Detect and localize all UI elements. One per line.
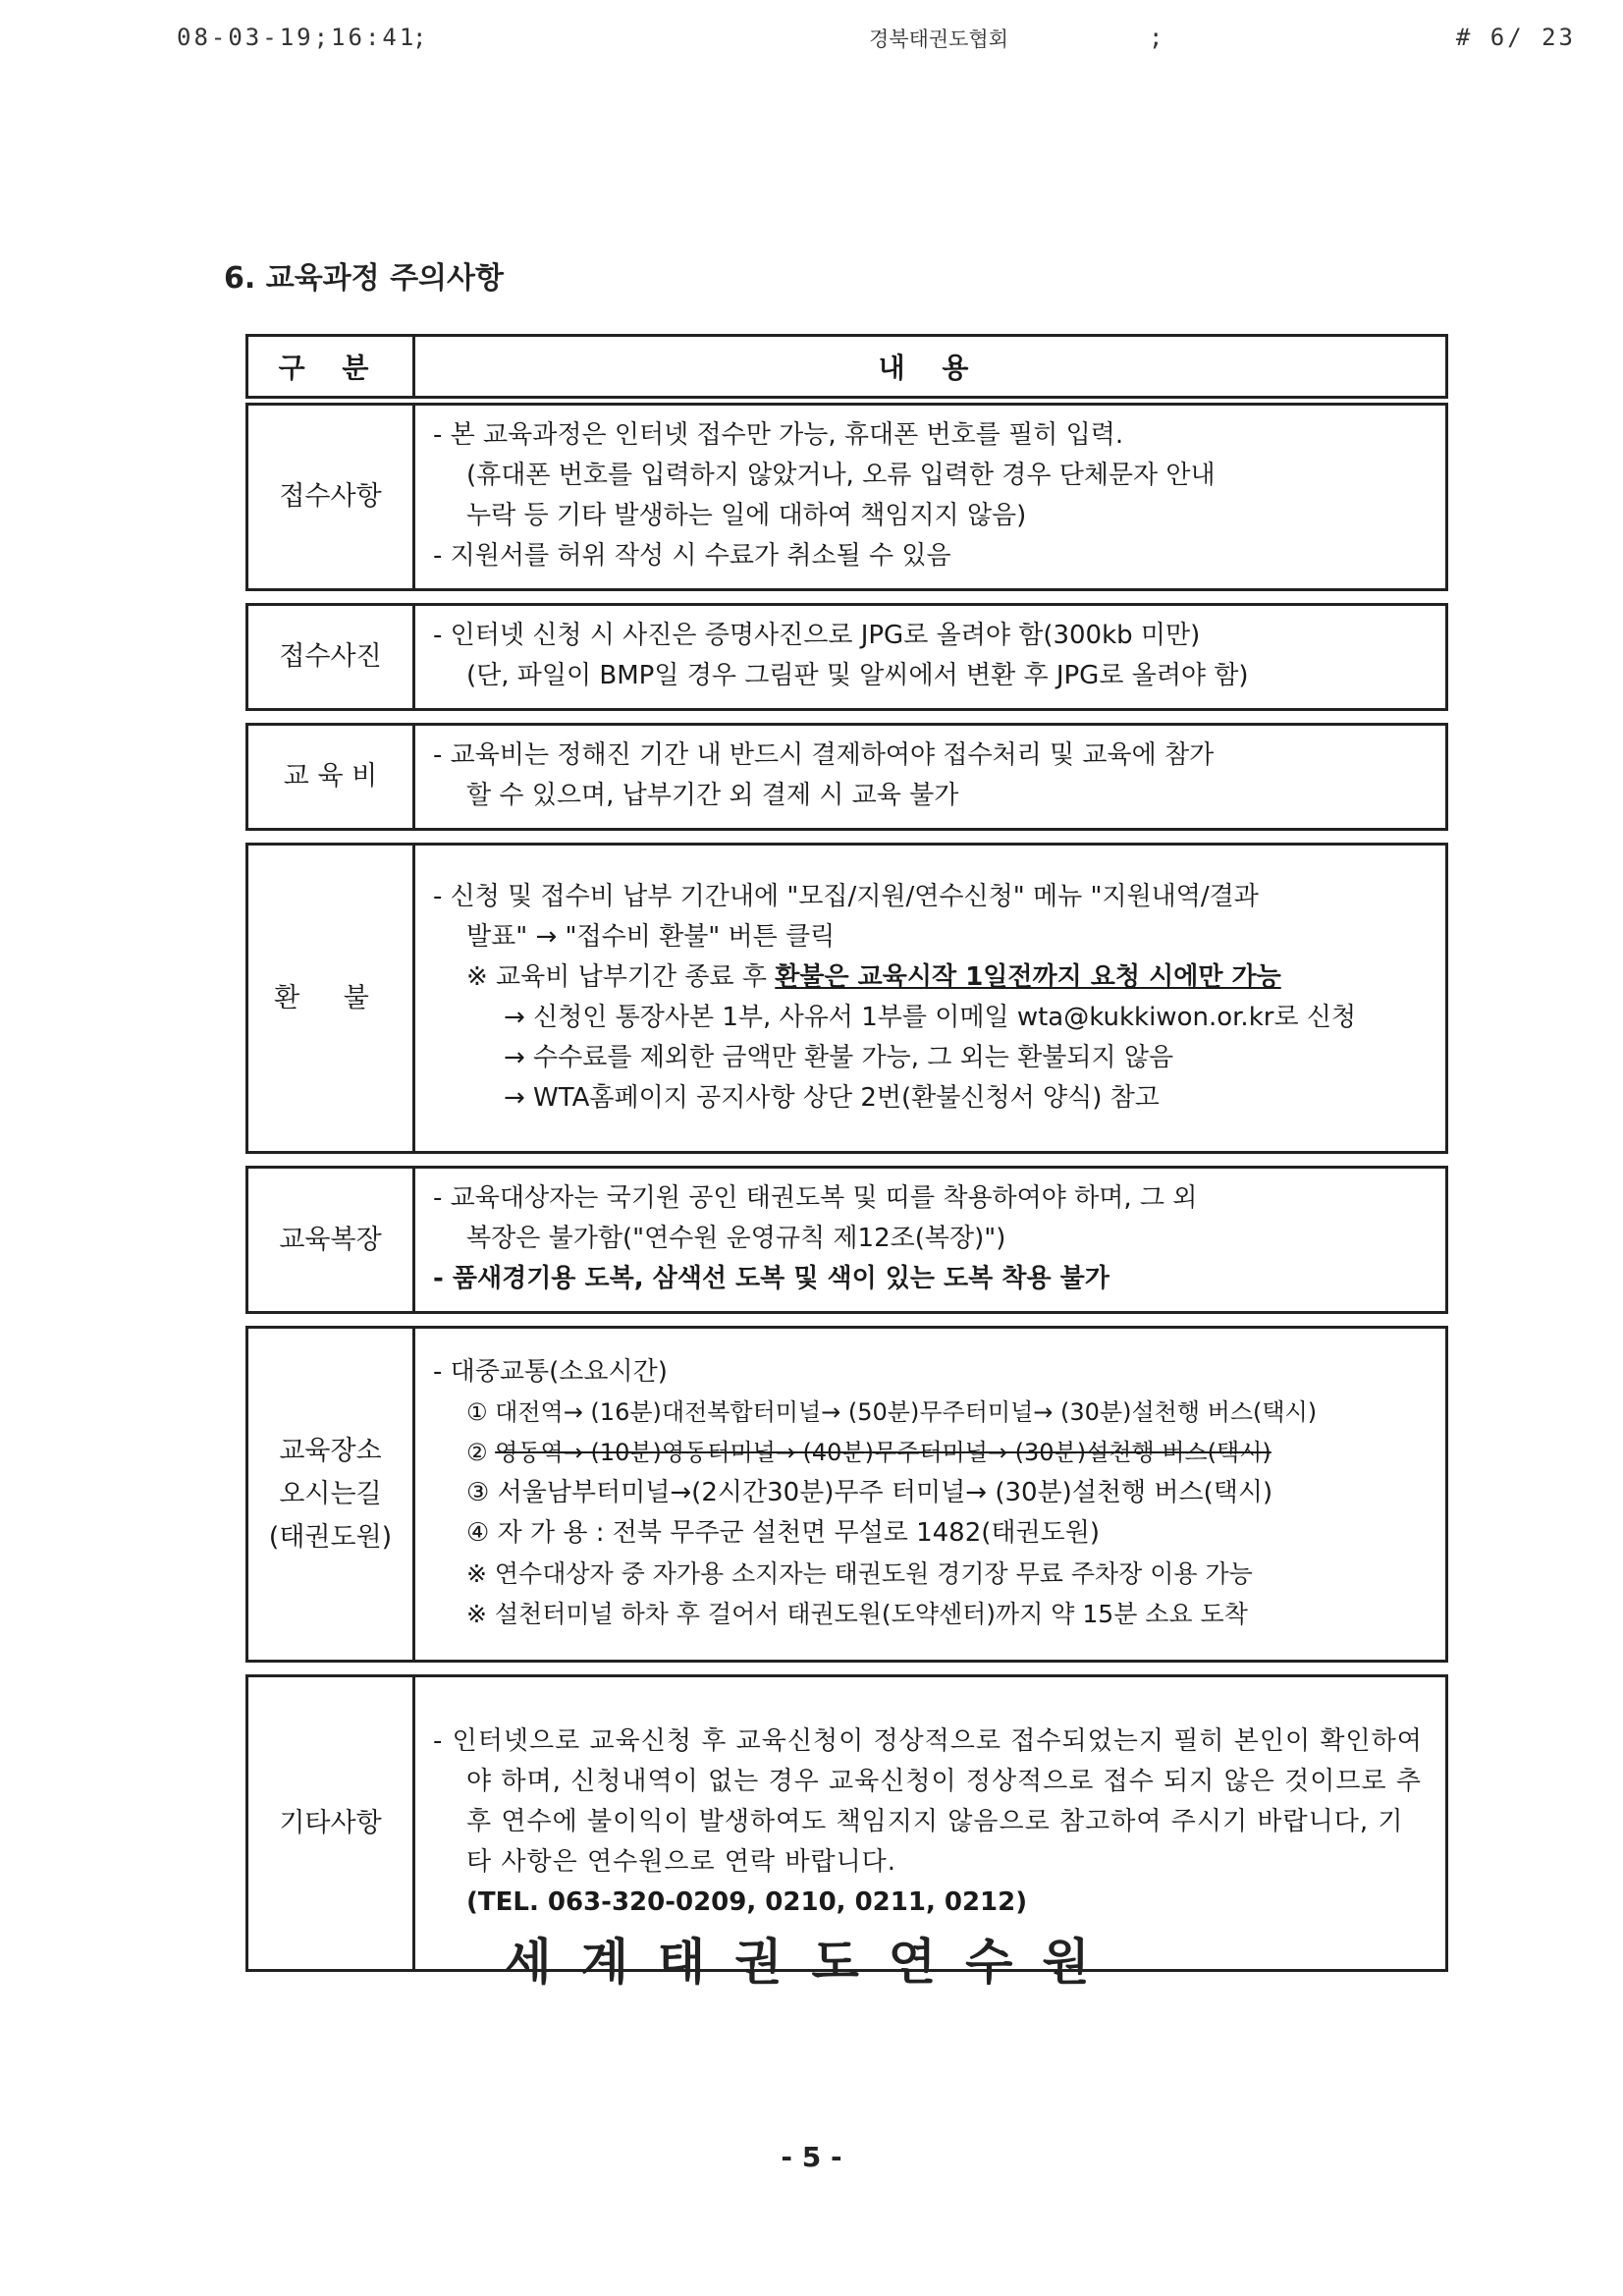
content-text: ② [466,1439,496,1466]
refund-deadline-emphasis: 환불은 교육시작 1일전까지 요청 시에만 가능 [775,961,1281,992]
content-line: ※ 설천터미널 하차 후 걸어서 태권도원(도약센터)까지 약 15분 소요 도착 [466,1600,1248,1628]
content-line: 할 수 있으며, 납부기간 외 결제 시 교육 불가 [466,781,959,810]
header-content: 내 용 [414,336,1447,398]
fax-separator: ; [412,24,430,51]
content-text: ※ 교육비 납부기간 종료 후 [466,961,776,992]
content-line: → 신청인 통장사본 1부, 사유서 1부를 이메일 wta@kukkiwon.or.kr로 신청 [504,1002,1357,1032]
content-line: - 지원서를 허위 작성 시 수료가 취소될 수 있음 [433,541,951,571]
table-row-reception [247,405,1447,590]
content-line: 복장은 불가함("연수원 운영규칙 제12조(복장)") [466,1224,1006,1253]
content-line [433,957,1424,998]
table-header-row [247,336,1447,398]
struck-route: 영동역→ (10분)영동터미널→ (40분)무주터미널→ (30분)설천행 버스(택시) [495,1439,1271,1466]
content-line: ④ 자 가 용 : 전북 무주군 설천면 무설로 1482(태권도원) [466,1518,1100,1548]
category-cell [247,1328,414,1662]
content-cell [414,1328,1447,1662]
fax-datetime: 08-03-19;16:41 [177,24,417,51]
category-cell: 교육복장 [247,1168,414,1313]
content-cell [414,845,1447,1153]
table-row-uniform [247,1168,1447,1313]
content-line: - 본 교육과정은 인터넷 접수만 가능, 휴대폰 번호를 필히 입력. [433,420,1124,450]
category-label: 환 불 [274,982,387,1013]
content-line: → 수수료를 제외한 금액만 환불 가능, 그 외는 환불되지 않음 [504,1042,1174,1072]
contact-phone: (TEL. 063-320-0209, 0210, 0211, 0212) [466,1887,1028,1917]
content-line: - 교육대상자는 국기원 공인 태권도복 및 띠를 착용하여야 하며, 그 외 [433,1183,1198,1213]
header-category: 구 분 [247,336,414,398]
category-label: (태권도원) [268,1521,393,1553]
content-line: → WTA홈페이지 공지사항 상단 2번(환불신청서 양식) 참고 [504,1082,1160,1113]
content-line: 발표" → "접수비 환불" 버튼 클릭 [466,921,836,952]
table-row-fee [247,725,1447,830]
category-cell [247,845,414,1153]
content-line: - 교육비는 정해진 기간 내 반드시 결제하여야 접수처리 및 교육에 참가 [433,740,1215,770]
fax-page-count: # 6/ 23 [1455,24,1576,51]
content-cell [414,605,1447,710]
content-line: - 품새경기용 도복, 삼색선 도복 및 색이 있는 도복 착용 불가 [433,1264,1109,1293]
table-row-refund [247,845,1447,1153]
fax-header [0,24,1623,63]
section-title: 6. 교육과정 주의사항 [224,261,504,296]
content-line: ③ 서울남부터미널→(2시간30분)무주 터미널→ (30분)설천행 버스(택시) [466,1478,1273,1507]
content-line: - 인터넷 신청 시 사진은 증명사진으로 JPG로 올려야 함(300kb 미만) [433,621,1201,650]
content-line: - 대중교통(소요시간) [433,1357,668,1387]
content-cell [414,725,1447,830]
category-cell: 기타사항 [247,1676,414,1971]
content-line: - 신청 및 접수비 납부 기간내에 "모집/지원/연수신청" 메뉴 "지원내역/결과 [433,881,1259,911]
content-line [433,1433,1424,1473]
content-paragraph: - 인터넷으로 교육신청 후 교육신청이 정상적으로 접수되었는지 필히 본인이 확인하여야 하며, 신청내역이 없는 경우 교육신청이 정상적으로 접수 되지 않은 것이므로 추후 연수에 불이익이 발생하여도 책임지지 않음으로 참고하여 주시기 바랍니다, 기타 사항은 연수원으로 연락 바랍니다. [433,1726,1423,1877]
notes-table [245,334,1448,1972]
content-line: ① 대전역→ (16분)대전복합터미널→ (50분)무주터미널→ (30분)설천행 버스(택시) [466,1398,1318,1426]
content-cell [414,405,1447,590]
category-label: 교육장소 [279,1435,382,1466]
category-cell: 접수사항 [247,405,414,590]
table-row-photo [247,605,1447,710]
category-cell: 교 육 비 [247,725,414,830]
table-row-directions [247,1328,1447,1662]
content-line: 누락 등 기타 발생하는 일에 대하여 책임지지 않음) [466,501,1027,530]
organization-name: 세계태권도연수원 [504,1934,1119,1991]
category-cell: 접수사진 [247,605,414,710]
page-number: - 5 - [781,2141,842,2173]
fax-separator: ; [1149,24,1166,51]
content-line: (휴대폰 번호를 입력하지 않았거나, 오류 입력한 경우 단체문자 안내 [466,461,1216,490]
category-label: 오시는길 [279,1478,382,1509]
fax-sender: 경북태권도협회 [869,27,1009,51]
content-cell [414,1168,1447,1313]
content-line: (단, 파일이 BMP일 경우 그림판 및 알씨에서 변환 후 JPG로 올려야 함) [466,661,1249,690]
content-line: ※ 연수대상자 중 자가용 소지자는 태권도원 경기장 무료 주차장 이용 가능 [466,1559,1253,1588]
